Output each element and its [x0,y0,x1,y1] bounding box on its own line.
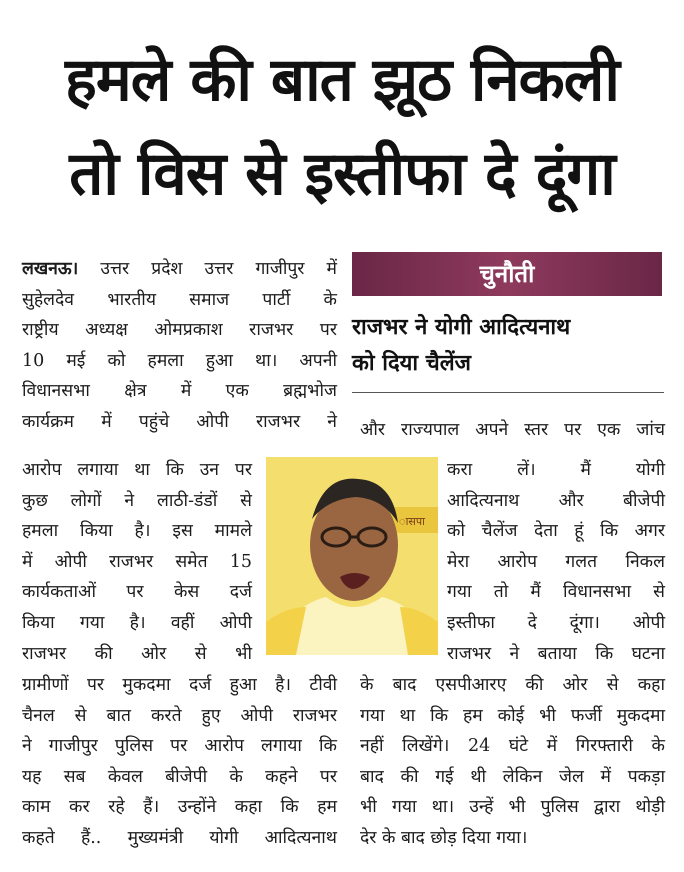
article-line: कहते हैं.. मुख्यमंत्री योगी आदित्यनाथ [22,827,337,848]
article-line: को चैलेंज देता हूं कि अगर [447,521,665,542]
article-left-bottom [22,670,337,854]
article-line: कुछ लोगों ने लाठी-डंडों से [22,490,252,511]
article-line: में ओपी राजभर समेत 15 [22,551,252,572]
article-right-bottom [360,670,665,854]
dateline: लखनऊ। [22,259,79,279]
headline-line-2: तो विस से इस्तीफा दे दूंगा [69,139,615,209]
subheadline [352,310,664,382]
portrait-photo [266,457,438,655]
article-line: मेरा आरोप गलत निकल [447,551,665,572]
article-line: गया तो मैं विधानसभा से [447,582,665,603]
article-line: के बाद एसपीआरए की ओर से कहा [360,675,665,695]
article-line: विधानसभा क्षेत्र में एक ब्रह्मभोज [22,381,337,402]
article-line: राष्ट्रीय अध्यक्ष ओमप्रकाश राजभर पर [22,320,337,341]
article-left-wrap [22,455,252,669]
article-line: चैनल से बात करते हुए ओपी राजभर [22,705,337,726]
article-line: काम कर रहे हैं। उन्होंने कहा कि हम [22,797,337,818]
article-line: सुहेलदेव भारतीय समाज पार्टी के [22,289,337,310]
article-left-top [22,254,337,438]
article-line: लखनऊ। उत्तर प्रदेश उत्तर गाजीपुर में [22,259,337,279]
article-line: करा लें। मैं योगी [447,460,665,480]
article-right-top [360,415,665,446]
article-line: देर के बाद छोड़ दिया गया। [360,827,528,848]
challenge-banner: चुनौती [352,252,662,296]
article-line: 10 मई को हमला हुआ था। अपनी [22,350,337,371]
article-line: कार्यकताओं पर केस दर्ज [22,582,252,603]
article-line: यह सब केवल बीजेपी के कहने पर [22,766,337,787]
article-line: आदित्यनाथ और बीजेपी [447,490,665,511]
article-line: इस्तीफा दे दूंगा। ओपी [447,612,665,633]
article-line: भी गया था। उन्हें भी पुलिस द्वारा थोड़ी [360,797,665,818]
subheadline-line-2: को दिया चैलेंज [352,351,471,376]
article-line: गया था कि हम कोई भी फर्जी मुकदमा [360,705,665,726]
divider-rule [352,392,664,393]
subheadline-line-1: राजभर ने योगी आदित्यनाथ [352,315,571,340]
article-line: राजभर की ओर से भी [22,643,252,664]
article-right-wrap [447,455,665,669]
article-line: राजभर ने बताया कि घटना [447,643,665,664]
article-line: किया गया है। वहीं ओपी [22,612,252,633]
article-line: ने गाजीपुर पुलिस पर आरोप लगाया कि [22,736,337,757]
banner-sign-text: ासपा [399,515,425,528]
article-line: ग्रामीणों पर मुकदमा दर्ज हुआ है। टीवी [22,675,337,695]
article-line: हमला किया है। इस मामले [22,521,252,542]
article-line: और राज्यपाल अपने स्तर पर एक जांच [360,420,665,440]
article-line: कार्यक्रम में पहुंचे ओपी राजभर ने [22,411,337,432]
article-line: बाद की गई थी लेकिन जेल में पकड़ा [360,766,665,787]
article-line: नहीं लिखेंगे। 24 घंटे में गिरफ्तारी के [360,736,665,757]
article-line: आरोप लगाया था कि उन पर [22,460,252,480]
headline-line-1: हमले की बात झूठ निकली [65,45,619,115]
